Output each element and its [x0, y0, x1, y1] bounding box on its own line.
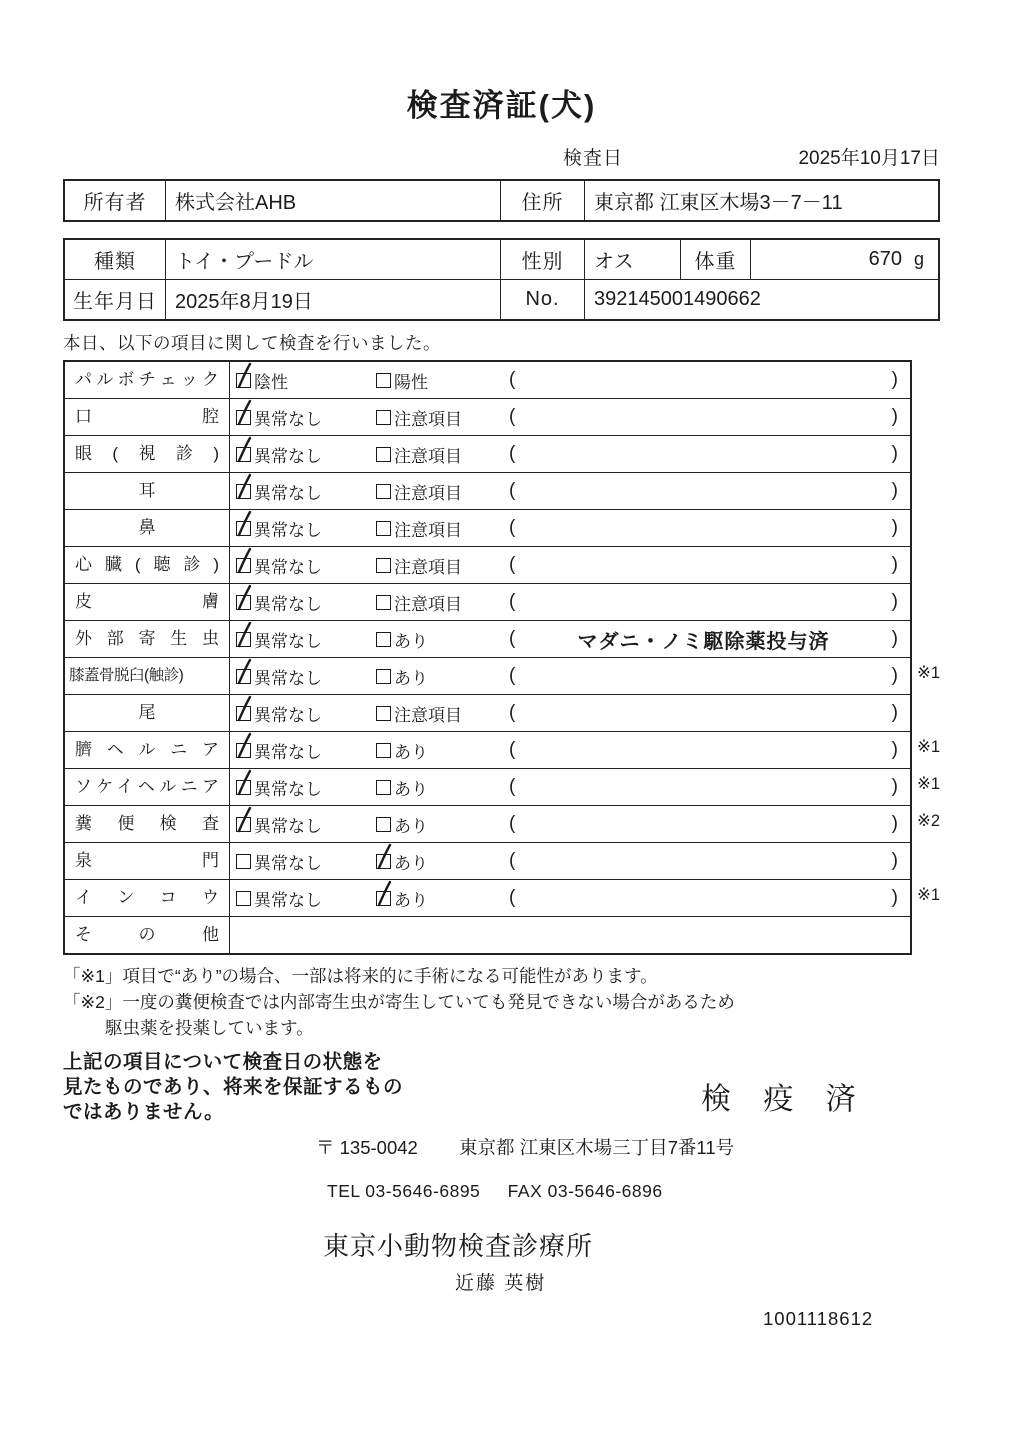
option-1 — [236, 516, 376, 541]
option-2-label: あり — [394, 742, 428, 762]
no-value: 392145001490662 — [584, 279, 938, 319]
option-1-label: 異常なし — [254, 520, 322, 540]
option-2 — [376, 738, 509, 763]
certificate-content — [63, 0, 940, 1330]
check-mark-icon — [235, 399, 253, 427]
checklist-row — [65, 398, 910, 435]
checklist-row-content — [230, 621, 910, 657]
paren-close: ) — [891, 406, 898, 427]
remarks-field — [509, 776, 910, 798]
row-footnote-ref: ※1 — [917, 664, 941, 682]
checklist-row-content — [230, 399, 910, 435]
option-1-label: 異常なし — [254, 853, 322, 873]
paren-close: ) — [891, 850, 898, 871]
checkbox — [376, 706, 391, 721]
paren-close: ) — [891, 776, 898, 797]
remarks-field — [509, 517, 910, 539]
option-2-label: 注意項目 — [394, 594, 462, 614]
remarks-field — [509, 369, 910, 391]
check-mark-icon — [235, 436, 253, 464]
option-1-label: 陰性 — [254, 372, 288, 392]
option-2 — [376, 442, 509, 467]
paren-open: ( — [509, 480, 516, 501]
paren-close: ) — [891, 665, 898, 686]
check-mark-icon — [235, 547, 253, 575]
checklist-row-content — [230, 510, 910, 546]
option-2 — [376, 664, 509, 689]
checklist-row-label: 泉門 — [65, 843, 230, 879]
checkbox — [376, 484, 391, 499]
checklist-row-content — [230, 806, 910, 842]
paren-open: ( — [509, 702, 516, 723]
check-mark-icon — [235, 732, 253, 760]
option-1 — [236, 849, 376, 874]
check-mark-icon — [375, 880, 393, 908]
option-1 — [236, 738, 376, 763]
option-2 — [376, 479, 509, 504]
checkbox — [376, 669, 391, 684]
checklist-row — [65, 583, 910, 620]
checklist-row-label: 尾 — [65, 695, 230, 731]
remarks-field — [509, 591, 910, 613]
remarks-field — [509, 406, 910, 428]
checklist-row-label: 眼(視診) — [65, 436, 230, 472]
inspection-date-value: 2025年10月17日 — [798, 148, 940, 169]
weight-unit: g — [913, 249, 924, 269]
paren-close: ) — [891, 628, 898, 649]
checklist-row-content — [230, 695, 910, 731]
owner-info-table — [63, 179, 940, 222]
option-2 — [376, 405, 509, 430]
option-2-label: 注意項目 — [394, 520, 462, 540]
checkbox — [376, 521, 391, 536]
paren-open: ( — [509, 628, 516, 649]
checkbox — [236, 891, 251, 906]
option-1-label: 異常なし — [254, 483, 322, 503]
checklist-row — [65, 768, 941, 805]
row-footnote-ref: ※1 — [917, 738, 941, 756]
option-2-label: 注意項目 — [394, 483, 462, 503]
option-2 — [376, 701, 509, 726]
checkbox — [376, 447, 391, 462]
option-1-label: 異常なし — [254, 668, 322, 688]
paren-close: ) — [891, 739, 898, 760]
option-2 — [376, 590, 509, 615]
checkbox — [236, 854, 251, 869]
check-mark-icon — [235, 658, 253, 686]
checkbox — [376, 743, 391, 758]
paren-open: ( — [509, 887, 516, 908]
checklist-row-label: ソケイヘルニア — [65, 769, 230, 805]
tel-number: TEL 03-5646-6895 — [327, 1181, 481, 1201]
checkbox — [236, 595, 251, 610]
checklist-row-content — [230, 880, 910, 916]
checkbox — [236, 817, 251, 832]
paren-close: ) — [891, 480, 898, 501]
paren-open: ( — [509, 591, 516, 612]
checklist-row — [65, 805, 941, 842]
option-1 — [236, 405, 376, 430]
owner-label: 所有者 — [83, 192, 147, 214]
checklist-row-content — [230, 547, 910, 583]
checkbox — [236, 410, 251, 425]
paren-open: ( — [509, 813, 516, 834]
checkbox — [376, 410, 391, 425]
option-2-label: あり — [394, 890, 428, 910]
checkbox — [376, 780, 391, 795]
contact-line — [327, 1181, 940, 1202]
checklist-row-label: その他 — [65, 917, 230, 953]
check-mark-icon — [235, 621, 253, 649]
checklist-body — [65, 362, 941, 953]
paren-close: ) — [891, 887, 898, 908]
checklist-row — [65, 546, 910, 583]
disclaimer-line-3: ではありません。 — [63, 1101, 225, 1123]
check-mark-icon — [235, 806, 253, 834]
checkbox — [376, 373, 391, 388]
option-2-label: 注意項目 — [394, 446, 462, 466]
row-footnote-ref: ※2 — [917, 812, 941, 830]
remarks-field — [509, 813, 910, 835]
checklist-row-content — [230, 473, 910, 509]
clinic-name: 東京小動物検査診療所 — [323, 1231, 594, 1261]
check-mark-icon — [235, 362, 253, 390]
checkbox — [236, 632, 251, 647]
option-1 — [236, 701, 376, 726]
checklist-row-content — [230, 843, 910, 879]
checkbox — [376, 558, 391, 573]
remarks-field — [509, 739, 910, 761]
checklist-row — [65, 472, 910, 509]
checkbox — [376, 817, 391, 832]
checkbox — [236, 373, 251, 388]
paren-open: ( — [509, 850, 516, 871]
checklist-row-content — [230, 658, 910, 694]
footnote-2: 「※2」一度の糞便検査では内部寄生虫が寄生していても発見できない場合があるため — [63, 992, 735, 1012]
checklist-row — [65, 620, 910, 657]
checkbox — [236, 706, 251, 721]
sex-value: オス — [584, 240, 680, 279]
checkbox — [376, 595, 391, 610]
checklist-row-label: パルボチェック — [65, 362, 230, 398]
option-1-label: 異常なし — [254, 631, 322, 651]
option-1 — [236, 590, 376, 615]
paren-close: ) — [891, 443, 898, 464]
remarks-field — [509, 554, 910, 576]
checklist-row-label: 心臓(聴診) — [65, 547, 230, 583]
row-footnote-ref: ※1 — [917, 775, 941, 793]
weight-value — [750, 240, 938, 279]
checklist-row — [65, 842, 910, 879]
option-2 — [376, 553, 509, 578]
option-1 — [236, 553, 376, 578]
footnote-1: 「※1」項目で“あり”の場合、一部は将来的に手術になる可能性があります。 — [63, 966, 658, 986]
option-2-label: 注意項目 — [394, 557, 462, 577]
checklist-row-label: 外部寄生虫 — [65, 621, 230, 657]
check-mark-icon — [235, 695, 253, 723]
checklist-row-content — [230, 362, 910, 398]
remarks-field — [509, 702, 910, 724]
weight-number: 670 — [868, 248, 902, 270]
paren-close: ) — [891, 591, 898, 612]
remarks-field — [509, 480, 910, 502]
option-2 — [376, 368, 509, 393]
no-label: No. — [500, 279, 584, 319]
clinic-address: 東京都 江東区木場三丁目7番11号 — [458, 1137, 735, 1158]
checkbox — [376, 891, 391, 906]
option-1 — [236, 627, 376, 652]
paren-open: ( — [509, 776, 516, 797]
option-1 — [236, 886, 376, 911]
option-2 — [376, 627, 509, 652]
option-2 — [376, 775, 509, 800]
option-1-label: 異常なし — [254, 890, 322, 910]
paren-open: ( — [509, 443, 516, 464]
disclaimer-line-2: 見たものであり、将来を保証するもの — [63, 1076, 404, 1098]
paren-close: ) — [891, 369, 898, 390]
footnotes — [63, 963, 940, 1041]
checklist-row — [65, 694, 910, 731]
checkbox — [236, 669, 251, 684]
check-mark-icon — [235, 769, 253, 797]
weight-label: 体重 — [680, 240, 750, 279]
postal-code: 〒 135-0042 — [316, 1137, 418, 1158]
option-1 — [236, 479, 376, 504]
owner-value: 株式会社AHB — [165, 181, 500, 220]
checkbox — [376, 632, 391, 647]
checkbox — [376, 854, 391, 869]
option-1-label: 異常なし — [254, 816, 322, 836]
paren-open: ( — [509, 406, 516, 427]
option-2-label: あり — [394, 816, 428, 836]
option-1-label: 異常なし — [254, 594, 322, 614]
inspection-date-label: 検査日 — [563, 148, 624, 169]
checklist-row — [65, 435, 910, 472]
option-2-label: 注意項目 — [394, 705, 462, 725]
checklist-row — [65, 731, 941, 768]
paren-open: ( — [509, 739, 516, 760]
check-mark-icon — [375, 843, 393, 871]
option-1-label: 異常なし — [254, 742, 322, 762]
veterinarian-name: 近藤 英樹 — [455, 1273, 547, 1294]
birthdate-label: 生年月日 — [65, 279, 165, 319]
checklist-row-label: 口腔 — [65, 399, 230, 435]
option-2 — [376, 886, 509, 911]
remarks-text: マダニ・ノミ駆除薬投与済 — [577, 630, 830, 653]
checkbox — [236, 558, 251, 573]
serial-number: 1001118612 — [763, 1308, 874, 1329]
paren-open: ( — [509, 369, 516, 390]
paren-open: ( — [509, 554, 516, 575]
fax-number: FAX 03-5646-6896 — [507, 1181, 663, 1201]
checkbox — [236, 484, 251, 499]
sex-label: 性別 — [500, 240, 584, 279]
bottom-section — [63, 1050, 940, 1330]
breed-label: 種類 — [94, 251, 136, 273]
checklist-row-label: インコウ — [65, 880, 230, 916]
checkbox — [236, 780, 251, 795]
option-2 — [376, 812, 509, 837]
clinic-address-line — [316, 1134, 940, 1160]
check-mark-icon — [235, 473, 253, 501]
checklist-row-content — [230, 732, 910, 768]
checklist-row-content — [230, 584, 910, 620]
option-2-label: あり — [394, 779, 428, 799]
checkbox — [236, 743, 251, 758]
paren-close: ) — [891, 554, 898, 575]
option-2-label: あり — [394, 853, 428, 873]
check-mark-icon — [235, 584, 253, 612]
option-1-label: 異常なし — [254, 779, 322, 799]
option-1 — [236, 368, 376, 393]
checklist-row — [65, 509, 910, 546]
option-1 — [236, 442, 376, 467]
checklist-row-label: 耳 — [65, 473, 230, 509]
checkbox — [236, 447, 251, 462]
checklist-row-label: 膝蓋骨脱臼(触診) — [65, 658, 230, 694]
option-1-label: 異常なし — [254, 409, 322, 429]
footnote-2-continued: 駆虫薬を投薬しています。 — [105, 1018, 314, 1038]
option-1 — [236, 664, 376, 689]
option-2-label: 陽性 — [394, 372, 428, 392]
option-1 — [236, 775, 376, 800]
quarantine-stamp: 検 疫 済 — [701, 1083, 868, 1116]
inspection-date-row — [63, 143, 940, 170]
option-1-label: 異常なし — [254, 557, 322, 577]
remarks-field — [509, 850, 910, 872]
paren-close: ) — [891, 702, 898, 723]
option-2-label: あり — [394, 631, 428, 651]
checkbox — [236, 521, 251, 536]
option-2 — [376, 849, 509, 874]
animal-info-table — [63, 238, 940, 321]
option-1-label: 異常なし — [254, 705, 322, 725]
checklist-row-label: 臍ヘルニア — [65, 732, 230, 768]
checklist-row-content — [230, 769, 910, 805]
checklist-table — [63, 360, 941, 955]
paren-close: ) — [891, 517, 898, 538]
remarks-field — [509, 887, 910, 909]
checklist-row-label: 鼻 — [65, 510, 230, 546]
breed-value: トイ・プードル — [165, 240, 500, 279]
paren-open: ( — [509, 517, 516, 538]
remarks-field — [509, 443, 910, 465]
paren-close: ) — [891, 813, 898, 834]
checklist-row — [65, 879, 941, 916]
address-value: 東京都 江東区木場3－7－11 — [584, 181, 938, 220]
checklist-row-label: 皮膚 — [65, 584, 230, 620]
checklist-row — [65, 657, 941, 694]
option-2-label: 注意項目 — [394, 409, 462, 429]
address-label: 住所 — [500, 181, 584, 220]
checklist-row-label: 糞便検査 — [65, 806, 230, 842]
page-title: 検査済証(犬) — [406, 88, 597, 123]
option-1 — [236, 812, 376, 837]
option-2-label: あり — [394, 668, 428, 688]
birthdate-value: 2025年8月19日 — [165, 279, 500, 319]
disclaimer-line-1: 上記の項目について検査日の状態を — [63, 1051, 383, 1073]
option-1-label: 異常なし — [254, 446, 322, 466]
remarks-field — [509, 665, 910, 687]
remarks-field — [509, 625, 910, 654]
checklist-row — [65, 362, 910, 398]
intro-text: 本日、以下の項目に関して検査を行いました。 — [63, 333, 441, 353]
checklist-row-content — [230, 436, 910, 472]
row-footnote-ref: ※1 — [917, 886, 941, 904]
check-mark-icon — [235, 510, 253, 538]
checklist-row — [65, 916, 910, 953]
paren-open: ( — [509, 665, 516, 686]
option-2 — [376, 516, 509, 541]
